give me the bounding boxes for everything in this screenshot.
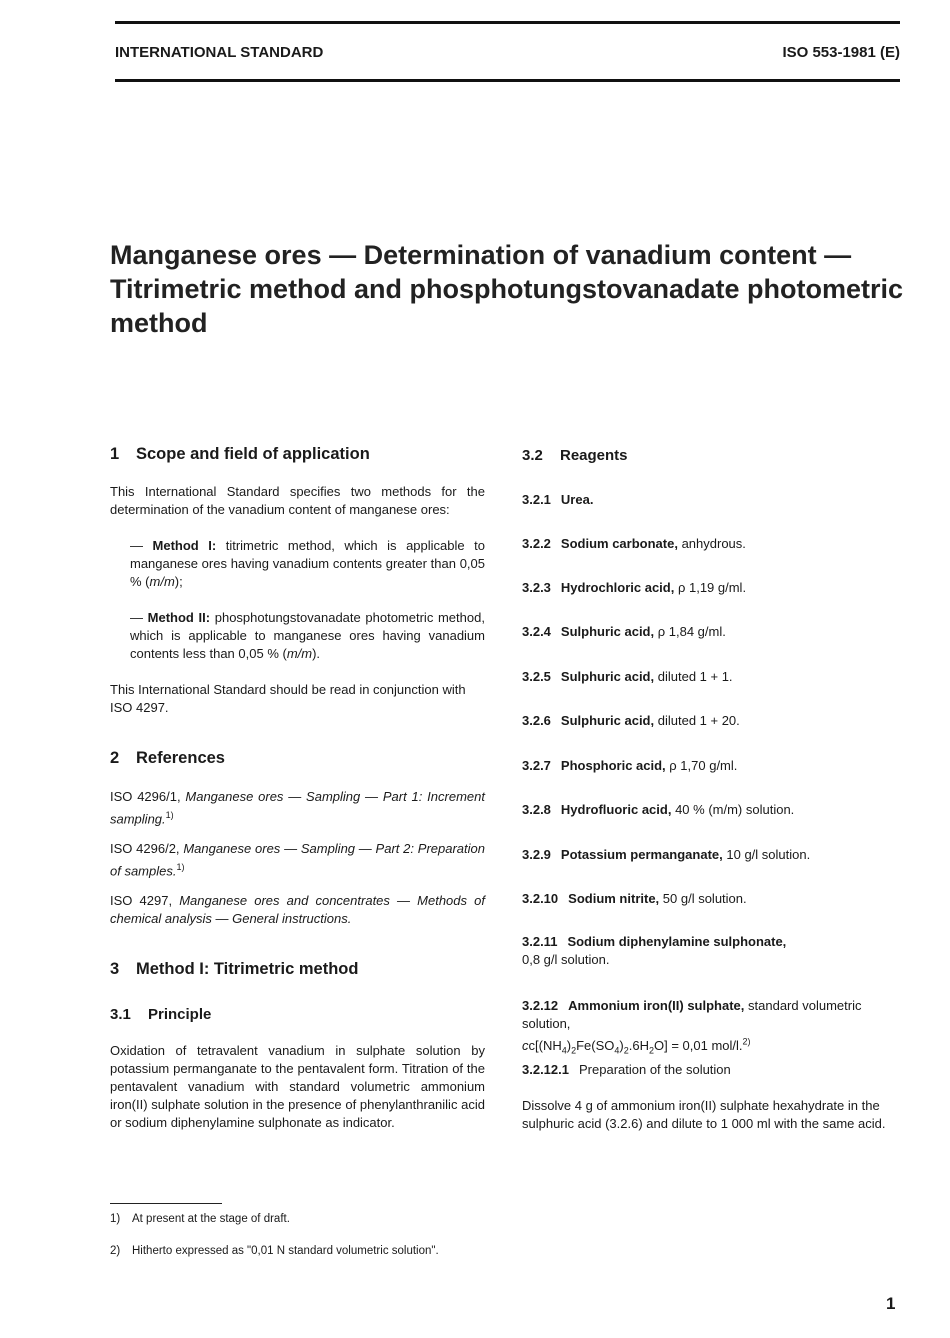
item-desc: 50 g/l solution. [662,891,747,906]
item-number: 3.2.12.1 [522,1062,569,1077]
reagent-item [522,846,900,864]
unit: m/m [286,646,313,661]
formula-part: ) [619,1038,624,1054]
ref-code: ISO 4296/2, [110,841,180,856]
item-name: Hydrochloric acid, [560,580,675,595]
header-rule [115,79,900,82]
punct: ). [312,646,321,661]
section-number: 2 [110,749,120,767]
formula-part: O] = 0,01 mol/l. [654,1038,743,1054]
footnote-mark: 1) [110,1213,121,1225]
item-number: 3.2.9 [522,847,551,862]
scope-paragraph: This International Standard specifies two methods for the determination of the vanadium content of manganese ores: [110,484,485,517]
reagent-item [522,890,900,908]
item-desc: ρ 1,19 g/ml. [677,580,747,595]
section-1-heading [110,445,485,464]
section-title: Method I: Titrimetric method [136,960,359,978]
item-number: 3.2.10 [522,891,559,906]
preparation-paragraph: Dissolve 4 g of ammonium iron(II) sulphate hexahydrate in the sulphuric acid (3.2.6) and dilute to 1 000 ml with the same acid. [522,1098,886,1131]
formula-part: c[(NH [528,1038,562,1054]
item-number: 3.2.5 [522,669,551,684]
item-number: 3.2.3 [522,580,551,595]
section-3-heading [110,960,485,979]
item-desc: ρ 1,84 g/ml. [657,624,726,639]
punct: ); [174,574,183,589]
section-3-1-heading [110,1006,485,1023]
item-number: 3.2.7 [522,758,551,773]
page-number: 1 [886,1294,896,1313]
item-desc: diluted 1 + 1. [657,669,733,684]
item-desc: 10 g/l solution. [726,847,811,862]
section-number: 3 [110,960,120,978]
section-title: References [136,749,225,767]
method-2-item [130,609,485,663]
item-name: Sodium diphenylamine sulphonate, [567,934,787,949]
subscript: 4 [614,1045,620,1056]
document-title: Manganese ores — Determination of vanadium content — Titrimetric method and phosphotungstovanadate photometric method [110,240,904,338]
formula-part: ) [566,1038,572,1054]
footnote-rule [110,1203,222,1204]
subsection-3-2-12-1 [522,1061,900,1079]
ref-title: Manganese ores — Sampling — Part 1: Increment sampling. [110,789,485,827]
ref-title: Manganese ores — Sampling — Part 2: Preparation of samples. [110,841,485,879]
item-name: Sulphuric acid, [560,624,655,639]
section-title: Reagents [560,447,628,464]
section-number: 3.2 [522,447,543,464]
formula-part: Fe(SO [576,1038,615,1054]
header-left: INTERNATIONAL STANDARD [115,44,324,61]
reagent-item [522,623,900,641]
reagent-item [522,491,900,509]
item-number: 3.2.4 [522,624,551,639]
reference-item [110,788,485,828]
item-name: Phosphoric acid, [560,758,666,773]
item-number: 3.2.11 [522,934,558,949]
item-name: Urea. [560,492,594,507]
item-name: Ammonium iron(II) sulphate, [568,998,745,1013]
dash: — [130,610,143,625]
method-label: Method I: [152,538,217,553]
ref-code: ISO 4296/1, [110,789,181,804]
method-1-item [130,537,485,591]
item-name: Hydrofluoric acid, [560,802,672,817]
reference-item [110,840,485,880]
reagent-item [522,801,900,819]
reagent-item [522,712,900,730]
header-right: ISO 553-1981 (E) [782,44,900,61]
footnote-ref: 2) [742,1037,751,1047]
footnote-ref: 1) [176,862,185,872]
item-number: 3.2.2 [522,536,551,551]
section-number: 3.1 [110,1006,131,1023]
formula-part: .6H [628,1038,649,1054]
section-2-heading [110,749,485,768]
footnote-text: At present at the stage of draft. [132,1213,290,1225]
item-desc: 0,8 g/l solution. [522,952,610,967]
reference-item [110,892,485,928]
ref-code: ISO 4297, [110,893,173,908]
reagent-item-3-2-12 [522,997,900,1060]
section-number: 1 [110,445,120,463]
item-desc: diluted 1 + 20. [657,713,740,728]
footnote-text: Hitherto expressed as "0,01 N standard volumetric solution". [132,1245,439,1257]
footnote-ref: 1) [165,810,174,820]
item-number: 3.2.12 [522,998,559,1013]
subscript: 2 [623,1045,629,1056]
item-desc: ρ 1,70 g/ml. [669,758,738,773]
method-label: Method II: [147,610,211,625]
method-text: phosphotungstovanadate photometric method, which is applicable to manganese ores having vanadium contents less than 0,05 % ( [130,610,485,661]
subscript: 2 [649,1045,655,1056]
principle-paragraph: Oxidation of tetravalent vanadium in sulphate solution by potassium permanganate to the pentavalent form. Titration of the pentavalent vanadium with standard volumetric ammonium iron(II) sulphate solution in the presence of phenylanthranilic acid or sodium diphenylamine sulphonate as indicator. [110,1043,485,1130]
reagent-item [522,933,900,969]
item-name: Sulphuric acid, [560,713,655,728]
item-number: 3.2.6 [522,713,551,728]
item-desc: standard volumetric solution, [522,998,862,1031]
item-desc: 40 % (m/m) solution. [675,802,795,817]
item-name: Sodium nitrite, [568,891,660,906]
unit: m/m [149,574,175,589]
section-title: Scope and field of application [136,445,370,463]
section-3-2-heading [522,447,900,464]
conjunction-paragraph: This International Standard should be read in conjunction with ISO 4297. [110,682,466,715]
dash: — [130,538,143,553]
reagent-item [522,535,900,553]
subscript: 4 [561,1045,567,1056]
item-name: Sulphuric acid, [560,669,655,684]
method-text: titrimetric method, which is applicable to manganese ores having vanadium contents greater than 0,05 % ( [130,538,485,589]
item-number: 3.2.8 [522,802,551,817]
item-title: Preparation of the solution [579,1062,731,1077]
reagent-item [522,579,900,597]
item-name: Sodium carbonate, [560,536,678,551]
item-desc: anhydrous. [681,536,746,551]
ref-title: Manganese ores and concentrates — Methods of chemical analysis — General instructions. [110,893,485,926]
top-rule [115,21,900,24]
reagent-item [522,668,900,686]
subscript: 2 [571,1045,577,1056]
reagent-item [522,757,900,775]
footnote-mark: 2) [110,1245,121,1257]
footnote-1 [110,1213,290,1225]
item-number: 3.2.1 [522,492,551,507]
section-title: Principle [148,1006,212,1023]
formula: $cc[(NH_4)_2Fe(SO_4)_2.6H_2O] = 0,01$ mol/l.$^{2)}$ [522,1037,751,1056]
footnote-2 [110,1245,439,1257]
item-name: Potassium permanganate, [560,847,723,862]
